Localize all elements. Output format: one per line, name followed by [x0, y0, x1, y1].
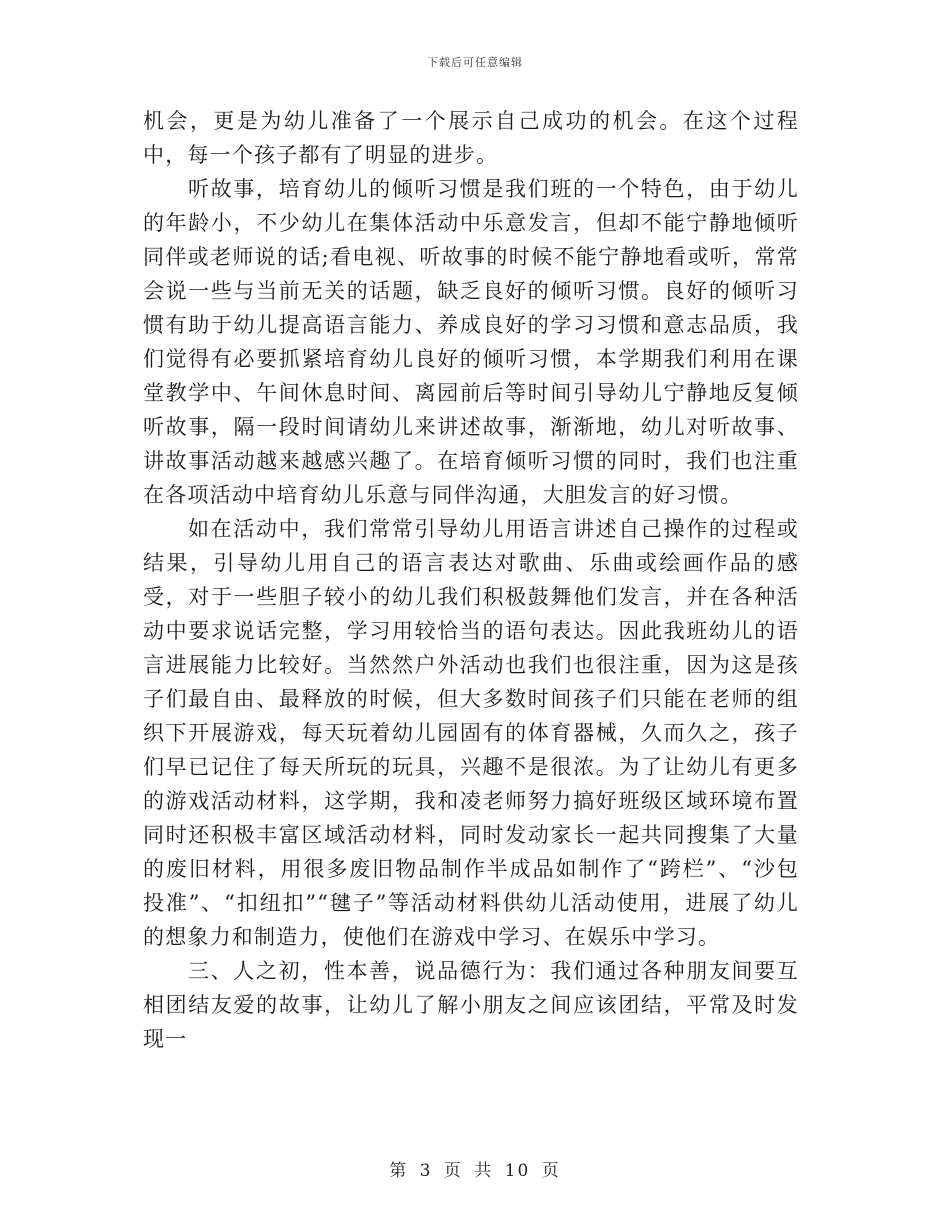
paragraph-2: 听故事，培育幼儿的倾听习惯是我们班的一个特色，由于幼儿的年龄小，不少幼儿在集体活动中乐意发言，但却不能宁静地倾听同伴或老师说的话;看电视、听故事的时候不能宁静地看或听，常常会说一些与当前无关的话题，缺乏良好的倾听习惯。良好的倾听习惯有助于幼儿提高语言能力、养成良好的学习习惯和意志品质，我们觉得有必要抓紧培育幼儿良好的倾听习惯，本学期我们利用在课堂教学中、午间休息时间、离园前后等时间引导幼儿宁静地反复倾听故事，隔一段时间请幼儿来讲述故事，渐渐地，幼儿对听故事、讲故事活动越来越感兴趣了。在培育倾听习惯的同时，我们也注重在各项活动中培育幼儿乐意与同伴沟通，大胆发言的好习惯。 [143, 177, 799, 507]
page-header: 下载后可任意编辑 [427, 56, 523, 69]
paragraph-1: 机会，更是为幼儿准备了一个展示自己成功的机会。在这个过程中，每一个孩子都有了明显的进步。 [143, 109, 799, 167]
page-number-footer: 第 3 页 共 10 页 [389, 1161, 561, 1181]
paragraph-3: 如在活动中，我们常常引导幼儿用语言讲述自己操作的过程或结果，引导幼儿用自己的语言表达对歌曲、乐曲或绘画作品的感受，对于一些胆子较小的幼儿我们积极鼓舞他们发言，并在各种活动中要求说话完整，学习用较恰当的语句表达。因此我班幼儿的语言进展能力比较好。当然然户外活动也我们也很注重，因为这是孩子们最自由、最释放的时候，但大多数时间孩子们只能在老师的组织下开展游戏，每天玩着幼儿园固有的体育器械，久而久之，孩子们早已记住了每天所玩的玩具，兴趣不是很浓。为了让幼儿有更多的游戏活动材料，这学期，我和凌老师努力搞好班级区域环境布置同时还积极丰富区域活动材料，同时发动家长一起共同搜集了大量的废旧材料，用很多废旧物品制作半成品如制作了“跨栏”、“沙包投准”、“扣纽扣”“毽子”等活动材料供幼儿活动使用，进展了幼儿的想象力和制造力，使他们在游戏中学习、在娱乐中学习。 [143, 517, 799, 949]
paragraph-4: 三、人之初，性本善，说品德行为：我们通过各种朋友间要互相团结友爱的故事，让幼儿了解小朋友之间应该团结，平常及时发现一 [143, 959, 799, 1051]
document-body [143, 104, 799, 1056]
